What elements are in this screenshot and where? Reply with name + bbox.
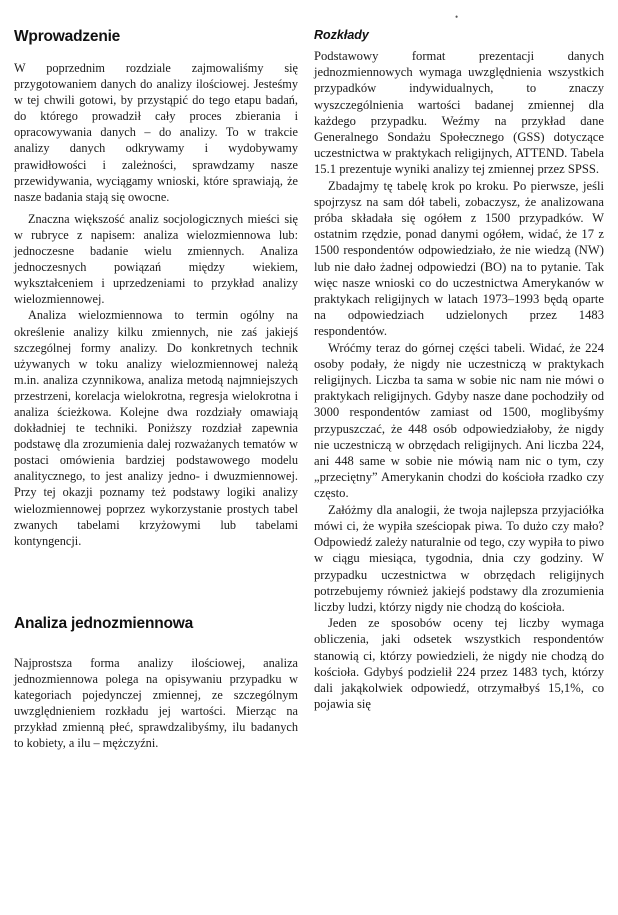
- univariate-paragraph-1: Najprostsza forma analizy ilościowej, analiza jednozmiennowa polega na opisywaniu przypadku w kategoriach pojedynczej zmiennej, ze szczególnym uwzględnieniem rozkładu jej wartości. Mierząc na przykład zmienną płeć, sprawdzalibyśmy, ilu badanych to kobiety, a ilu – mężczyźni.: [14, 655, 298, 751]
- distributions-paragraph-1: Podstawowy format prezentacji danych jednozmiennowych wymaga uwzględnienia wszystkich przypadków indywidualnych, to znaczy wyszczególnienia wartości badanej zmiennej dla każdego przypadku. Weźmy na przykład dane Generalnego Sondażu Społecznego (GSS) dotyczące uczestnictwa w praktykach religijnych, ATTEND. Tabela 15.1 prezentuje wyniki analizy tej zmiennej przez SPSS.: [314, 49, 604, 177]
- distributions-paragraph-3: Wróćmy teraz do górnej części tabeli. Widać, że 224 osoby podały, że nigdy nie uczestniczą w praktykach religijnych. Liczba ta sama w sobie nic nam nie mówi o praktykach religijnych. Gdyby nasze dane pochodziły od 3000 respondentów zamiast od 1500, moglibyśmy przypuszczać, że 448 osób odpowiedziałoby, że nigdy nie uczestniczą w obrzędach religijnych. Ani liczba 224, ani 448 same w sobie nie mówią nam nic o tym, czy „przeciętny” Amerykanin chodzi do kościoła rzadko czy często.: [314, 340, 604, 501]
- intro-paragraph-2: Znaczna większość analiz socjologicznych mieści się w rubryce z napisem: analiza wielozmiennowa lub: jednoczesne badanie wielu zmiennych. Analiza jednoczesnych powiązań między wiekiem, wykształceniem i uprzedzeniami to przykład analizy wielozmiennowej.: [14, 211, 298, 307]
- section-heading-intro: Wprowadzenie: [14, 28, 121, 45]
- right-column: [314, 28, 604, 712]
- left-column: [14, 28, 298, 751]
- distributions-paragraph-5: Jeden ze sposobów oceny tej liczby wymaga obliczenia, jaki odsetek wszystkich respondentów stanowią ci, którzy powiedzieli, że nigdy nie chodzą do kościoła. Gdybyś podzielił 224 przez 1483 tych, którzy dali jakąkolwiek odpowiedź, otrzymałbyś 15,1%, co pojawia się: [314, 616, 604, 712]
- intro-paragraph-1: W poprzednim rozdziale zajmowaliśmy się przygotowaniem danych do analizy ilościowej. Jesteśmy w tej chwili gotowi, by przystąpić do tego etapu badań, do którego prowadził cały proces zbierania i opracowywania danych – do analizy. To w trakcie analizy danych odkrywamy i wydobywamy prawidłowości i zależności, sprawdzamy nasze przewidywania, wyciągamy wnioski, które sprawiają, że nasze badania stają się owocne.: [14, 61, 298, 204]
- distributions-paragraph-2: Zbadajmy tę tabelę krok po kroku. Po pierwsze, jeśli spojrzysz na sam dół tabeli, zobaczysz, że analizowana próba składała się ogółem z 1500 przypadków. W ostatnim rzędzie, ponad danymi ogółem, widać, że 17 z 1500 respondentów odpowiedziało, że nie wiedzą (NW) lub nie dało żadnej odpowiedzi (BO) na to pytanie. Tak więc nasze wnioski co do uczestnictwa Amerykanów w praktykach religijnych w latach 1973–1993 będą oparte na odpowiedziach udzielonych przez 1483 respondentów.: [314, 178, 604, 339]
- distributions-paragraph-4: Załóżmy dla analogii, że twoja najlepsza przyjaciółka mówi ci, że wypiła sześciopak piwa. To dużo czy mało? Odpowiedź zależy naturalnie od tego, czy wypiła to piwo w ciągu miesiąca, tygodnia, dnia czy godziny. W przypadku uczestnictwa w obrzędach religijnych potrzebujemy również jakiejś podstawy dla zrozumienia liczby ludzi, którzy nigdy nie chodzą do kościoła.: [314, 502, 604, 614]
- intro-paragraph-3: Analiza wielozmiennowa to termin ogólny na określenie analizy kilku zmiennych, nie zaś jakiejś szczególnej formy analizy. Do konkretnych technik używanych w toku analizy wielozmiennowej należą m.in. analiza czynnikowa, analiza metodą najmniejszych przestrzeni, korelacja wielokrotna, regresja wielokrotna i analiza ścieżkowa. Kolejne dwa rozdziały omawiają dokładniej te techniki. Poniższy rozdział zapewnia podstawę dla zrozumienia dalej rozważanych tematów w postaci omówienia bardziej podstawowego modelu analitycznego, to jest analizy jedno- i dwuzmiennowej. Przy tej okazji poznamy też podstawy logiki analizy wielozmiennowej poprzez wykorzystanie prostych tabel zwanych tabelami krzyżowymi lub tabelami kontyngencji.: [14, 308, 298, 548]
- section-gap: [14, 549, 298, 615]
- page-mark: •: [455, 12, 459, 22]
- section-heading-univariate: Analiza jednozmiennowa: [14, 614, 194, 632]
- section-heading-distributions: Rozkłady: [314, 28, 369, 42]
